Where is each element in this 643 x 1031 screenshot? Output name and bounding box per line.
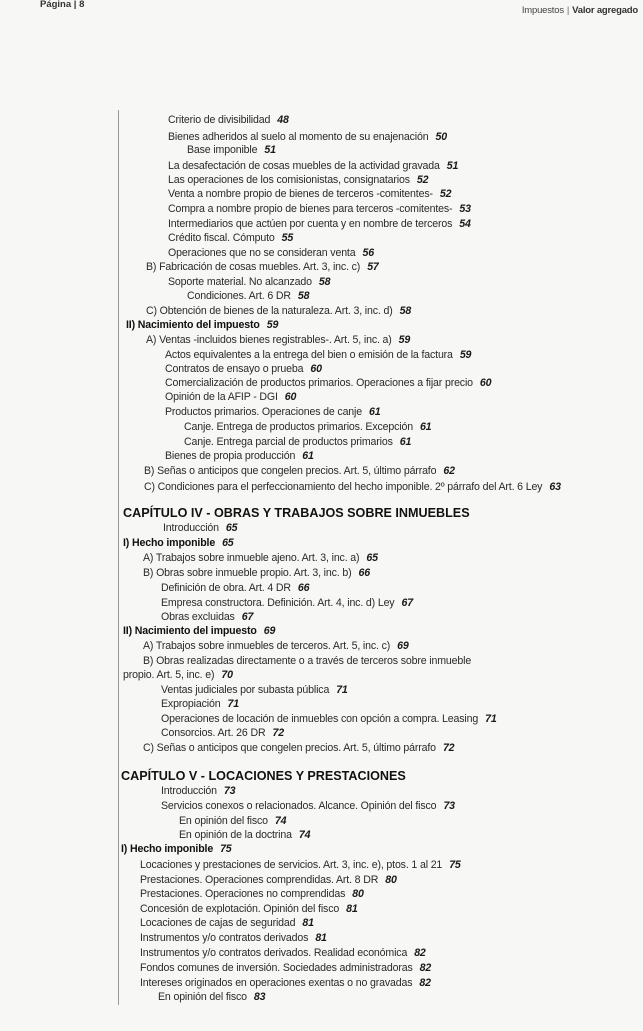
- page-number: 69: [397, 640, 409, 652]
- page-number: 61: [302, 450, 314, 462]
- entry-text: B) Obras realizadas directamente o a través de terceros sobre inmueble: [143, 655, 472, 667]
- entry-text: Definición de obra. Art. 4 DR: [161, 582, 291, 594]
- entry-text: I) Hecho imponible: [123, 537, 216, 549]
- entry-text: Crédito fiscal. Cómputo: [168, 232, 275, 244]
- entry-text: Intermediarios que actúen por cuenta y en nombre de terceros: [168, 218, 453, 230]
- toc-entry: [168, 188, 451, 201]
- entry-text: Servicios conexos o relacionados. Alcance. Opinión del fisco: [161, 800, 437, 812]
- toc-entry: [161, 597, 413, 610]
- page-number: 60: [284, 391, 297, 403]
- toc-entry: [144, 465, 455, 478]
- entry-text: Prestaciones. Operaciones comprendidas. Art. 8 DR: [140, 874, 379, 886]
- entry-text: Instrumentos y/o contratos derivados: [140, 932, 309, 944]
- toc-entry: [158, 991, 265, 1004]
- entry-text: Operaciones que no se consideran venta: [168, 247, 356, 259]
- entry-text: Concesión de explotación. Opinión del fisco: [140, 903, 340, 915]
- page-number: 80: [385, 874, 397, 886]
- toc-entry: [165, 363, 322, 376]
- running-header-section: Impuestos: [521, 5, 564, 16]
- entry-text: A) Trabajos sobre inmuebles de terceros. Art. 5, inc. c): [143, 640, 391, 652]
- toc-entry: [140, 977, 431, 990]
- entry-text: Canje. Entrega de productos primarios. Excepción: [184, 421, 413, 433]
- entry-text: Ventas judiciales por subasta pública: [161, 684, 330, 696]
- entry-text: Locaciones y prestaciones de servicios. Art. 3, inc. e), ptos. 1 al 21: [140, 859, 443, 871]
- entry-text: Locaciones de cajas de seguridad: [140, 917, 296, 929]
- page-number: 57: [367, 261, 379, 273]
- page-number: 75: [449, 859, 461, 871]
- page-number: 62: [443, 465, 455, 477]
- entry-text: B) Señas o anticipos que congelen precios. Art. 5, último párrafo: [144, 465, 437, 477]
- toc-entry: [161, 698, 239, 711]
- page-number: 82: [414, 947, 426, 959]
- entry-text: A) Ventas -incluidos bienes registrables-. Art. 5, inc. a): [146, 334, 392, 346]
- toc-entry: [161, 800, 455, 813]
- page-number: 71: [227, 698, 239, 710]
- page-number: 74: [274, 815, 287, 827]
- toc-entry: [165, 450, 314, 463]
- entry-text: Comercialización de productos primarios. Operaciones a fijar precio: [165, 377, 473, 389]
- section-heading: [123, 625, 275, 638]
- toc-entry: [168, 160, 458, 173]
- page-number: 63: [549, 481, 561, 493]
- toc-entry: [143, 655, 471, 668]
- page-number-label: Página | 8: [40, 0, 85, 10]
- page-number: 54: [459, 218, 471, 230]
- page-number: 58: [297, 290, 310, 302]
- toc-entry: [165, 406, 380, 419]
- toc-entry: [168, 174, 428, 187]
- chapter-heading: [121, 770, 406, 783]
- toc-entry: [146, 334, 410, 347]
- entry-text: Expropiación: [161, 698, 221, 710]
- entry-text: Consorcios. Art. 26 DR: [161, 727, 266, 739]
- entry-text: Compra a nombre propio de bienes para terceros -comitentes-: [168, 203, 453, 215]
- toc-entry: [165, 349, 471, 362]
- toc-entry: [123, 669, 233, 682]
- page-number: 52: [416, 174, 429, 186]
- page-number: 50: [435, 131, 447, 143]
- page-number: 71: [485, 713, 497, 725]
- page-number: 67: [401, 597, 413, 609]
- page-number: 51: [264, 144, 276, 156]
- entry-text: Intereses originados en operaciones exentas o no gravadas: [140, 977, 413, 989]
- page-number: 61: [369, 406, 381, 418]
- page-number: 51: [446, 160, 459, 172]
- page-number: 60: [479, 377, 492, 389]
- page-number: 58: [318, 276, 331, 288]
- page-number: 82: [419, 962, 432, 974]
- page-number: 56: [362, 247, 374, 259]
- page-number: 74: [298, 829, 311, 841]
- entry-text: Operaciones de locación de inmuebles con opción a compra. Leasing: [161, 713, 479, 725]
- page-number: 73: [223, 785, 236, 797]
- page-number: 81: [302, 917, 314, 929]
- entry-text: En opinión del fisco: [158, 991, 247, 1003]
- toc-entry: [168, 203, 471, 216]
- toc-entry: [163, 522, 237, 535]
- toc-entry: [184, 436, 411, 449]
- toc-entry: [184, 421, 431, 434]
- toc-entry: [168, 131, 447, 144]
- page-number: 52: [439, 188, 452, 200]
- toc-entry: [144, 481, 561, 494]
- entry-text: La desafectación de cosas muebles de la actividad gravada: [168, 160, 440, 172]
- entry-text: Bienes adheridos al suelo al momento de su enajenación: [168, 131, 429, 143]
- page-number: 73: [443, 800, 455, 812]
- toc-entry: [140, 859, 461, 872]
- toc-entry: [161, 785, 235, 798]
- toc-entry: [179, 829, 310, 842]
- page-number: 61: [399, 436, 412, 448]
- entry-text: Las operaciones de los comisionistas, consignatarios: [168, 174, 410, 186]
- page-number: 72: [442, 742, 455, 754]
- entry-text: CAPÍTULO IV - OBRAS Y TRABAJOS SOBRE INMUEBLES: [123, 506, 470, 520]
- page-number: 66: [297, 582, 310, 594]
- toc-entry: [140, 962, 431, 975]
- toc-entry: [168, 247, 374, 260]
- toc-entry: [179, 815, 286, 828]
- entry-text: Obras excluidas: [161, 611, 235, 623]
- toc-entry: [140, 874, 397, 887]
- toc-entry: [161, 727, 284, 740]
- entry-text: Actos equivalentes a la entrega del bien o emisión de la factura: [165, 349, 453, 361]
- page-number: 81: [346, 903, 358, 915]
- page-number: 59: [459, 349, 472, 361]
- entry-text: A) Trabajos sobre inmueble ajeno. Art. 3, inc. a): [143, 552, 360, 564]
- entry-text: Canje. Entrega parcial de productos primarios: [184, 436, 393, 448]
- toc-entry: [168, 276, 330, 289]
- entry-text: Base imponible: [187, 144, 258, 156]
- toc-entry: [168, 232, 293, 245]
- page-number: 70: [221, 669, 233, 681]
- toc-entry: [161, 611, 253, 624]
- toc-entry: [143, 552, 378, 565]
- toc-entry: [140, 903, 358, 916]
- entry-text: Contratos de ensayo o prueba: [165, 363, 304, 375]
- page-number: 81: [315, 932, 327, 944]
- entry-text: Venta a nombre propio de bienes de terceros -comitentes-: [168, 188, 433, 200]
- page-number: 48: [277, 114, 289, 126]
- entry-text: Condiciones. Art. 6 DR: [187, 290, 291, 302]
- section-heading: [126, 319, 278, 332]
- entry-text: C) Obtención de bienes de la naturaleza. Art. 3, inc. d): [146, 305, 393, 317]
- page-number: 69: [263, 625, 276, 637]
- page-number: 83: [253, 991, 266, 1003]
- page-number: 65: [225, 522, 238, 534]
- entry-text: B) Fabricación de cosas muebles. Art. 3, inc. c): [146, 261, 361, 273]
- entry-text: En opinión de la doctrina: [179, 829, 292, 841]
- entry-text: propio. Art. 5, inc. e): [123, 669, 215, 681]
- page-number: 60: [310, 363, 322, 375]
- entry-text: C) Señas o anticipos que congelen precios. Art. 5, último párrafo: [143, 742, 436, 754]
- toc-entry: [143, 640, 409, 653]
- entry-text: Fondos comunes de inversión. Sociedades administradoras: [140, 962, 413, 974]
- entry-text: Soporte material. No alcanzado: [168, 276, 312, 288]
- entry-text: Opinión de la AFIP - DGI: [165, 391, 278, 403]
- toc-entry: [143, 567, 370, 580]
- page-number: 59: [398, 334, 411, 346]
- toc-entry: [161, 713, 497, 726]
- running-header-title: Valor agregado: [572, 5, 638, 16]
- toc-entry: [165, 391, 296, 404]
- header-separator: |: [566, 5, 570, 16]
- toc-entry: [143, 742, 454, 755]
- page-number: 72: [272, 727, 284, 739]
- page-number: 58: [399, 305, 412, 317]
- section-heading: [123, 537, 234, 550]
- entry-text: II) Nacimiento del impuesto: [126, 319, 260, 331]
- page-number: 75: [220, 843, 232, 855]
- entry-text: C) Condiciones para el perfeccionamiento del hecho imponible. 2º párrafo del Art. 6 Ley: [144, 481, 543, 493]
- chapter-heading: [123, 507, 470, 520]
- entry-text: Criterio de divisibilidad: [168, 114, 271, 126]
- page-number: 65: [222, 537, 234, 549]
- page-number: 61: [419, 421, 432, 433]
- page-number: 53: [459, 203, 471, 215]
- toc-entry: [140, 888, 364, 901]
- entry-text: En opinión del fisco: [179, 815, 268, 827]
- entry-text: Productos primarios. Operaciones de canje: [165, 406, 362, 418]
- entry-text: Introducción: [161, 785, 217, 797]
- entry-text: Introducción: [163, 522, 219, 534]
- page-number: 55: [281, 232, 294, 244]
- toc-entry: [168, 114, 289, 127]
- entry-text: Bienes de propia producción: [165, 450, 296, 462]
- toc-entry: [140, 917, 314, 930]
- toc-entry: [187, 144, 276, 157]
- page-number: 71: [336, 684, 348, 696]
- page-number: 65: [366, 552, 378, 564]
- entry-text: CAPÍTULO V - LOCACIONES Y PRESTACIONES: [121, 769, 406, 783]
- toc-entry: [140, 947, 426, 960]
- entry-text: Prestaciones. Operaciones no comprendidas: [140, 888, 346, 900]
- toc-entry: [165, 377, 491, 390]
- toc-entry: [187, 290, 309, 303]
- page-number: 66: [358, 567, 370, 579]
- toc-entry: [168, 218, 471, 231]
- page-number: 67: [241, 611, 254, 623]
- page-number: 59: [266, 319, 279, 331]
- entry-text: Empresa constructora. Definición. Art. 4, inc. d) Ley: [161, 597, 395, 609]
- page-number: 80: [352, 888, 364, 900]
- entry-text: I) Hecho imponible: [121, 843, 214, 855]
- entry-text: II) Nacimiento del impuesto: [123, 625, 257, 637]
- toc-entry: [161, 684, 348, 697]
- toc-entry: [161, 582, 309, 595]
- entry-text: Instrumentos y/o contratos derivados. Realidad económica: [140, 947, 408, 959]
- page-number: 82: [419, 977, 431, 989]
- section-heading: [121, 843, 232, 856]
- toc-entry: [140, 932, 327, 945]
- toc-entry: [146, 305, 411, 318]
- toc-entry: [146, 261, 379, 274]
- entry-text: B) Obras sobre inmueble propio. Art. 3, inc. b): [143, 567, 352, 579]
